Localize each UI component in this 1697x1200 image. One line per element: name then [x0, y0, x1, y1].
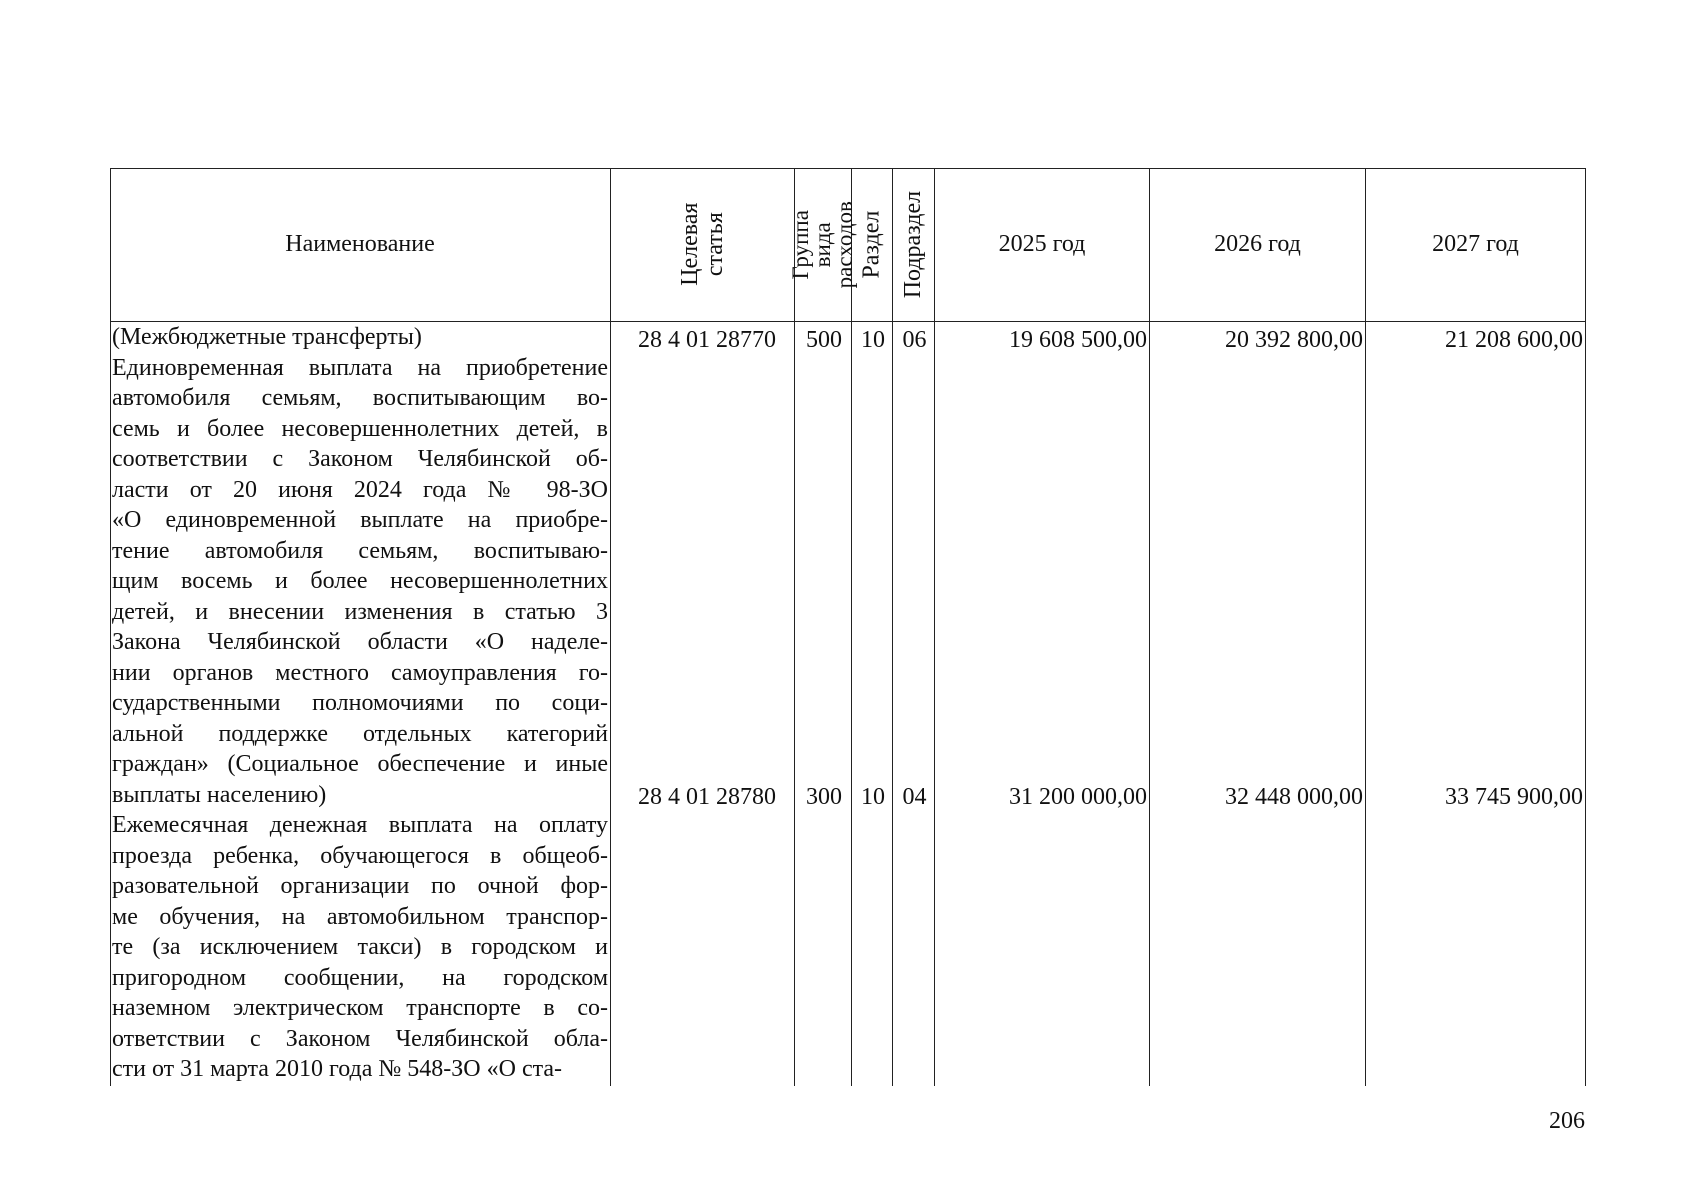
name-line: автомобиля семьям, воспитывающим во-: [112, 385, 608, 411]
name-line: сти от 31 марта 2010 года № 548-ЗО «О ста-: [112, 1056, 563, 1082]
name-line: выплаты населению): [112, 781, 327, 808]
name-line: ласти от 20 июня 2024 года № 98-ЗО: [112, 476, 608, 503]
header-year-2027-text: 2027 год: [1432, 230, 1519, 257]
header-target-article: [611, 168, 794, 321]
header-name-text: Наименование: [285, 230, 435, 257]
name-line: нии органов местного самоуправления го-: [112, 659, 608, 686]
header-expense-group: [788, 168, 857, 321]
name-line: детей, и внесении изменения в статью 3: [112, 598, 608, 625]
header-subsection: [893, 168, 934, 321]
row1-target-article: 28 4 01 28770: [638, 327, 776, 353]
row1-year-2026: 20 392 800,00: [1225, 327, 1363, 353]
header-section-text: Раздел: [858, 210, 885, 279]
row1-expense-group: 500: [806, 327, 842, 353]
header-year-2026-text: 2026 год: [1214, 230, 1301, 257]
header-year-2025-text: 2025 год: [998, 230, 1086, 257]
row1-year-2025: 19 608 500,00: [1009, 327, 1147, 353]
name-line: Закона Челябинской области «О наделе-: [112, 629, 608, 655]
name-column-text: [112, 322, 608, 1085]
row1-year-2027: 21 208 600,00: [1445, 327, 1583, 353]
header-name: [110, 168, 610, 321]
row1-section: 10: [861, 327, 885, 353]
name-line: (Межбюджетные трансферты): [112, 324, 422, 350]
name-line: наземном электрическом транспорте в со-: [112, 995, 608, 1021]
name-line: Ежемесячная денежная выплата на оплату: [112, 812, 608, 838]
name-line: граждан» (Социальное обеспечение и иные: [112, 751, 608, 777]
header-expense-group-text: Группа вида расходов: [788, 200, 857, 289]
name-line: тение автомобиля семьям, воспитываю-: [112, 537, 608, 564]
row2-expense-group: 300: [806, 784, 842, 810]
row2-year-2025: 31 200 000,00: [1009, 784, 1147, 810]
header-year-2027: [1366, 168, 1585, 321]
name-line: те (за исключением такси) в городском и: [112, 934, 608, 960]
name-line: соответствии с Законом Челябинской об-: [112, 446, 608, 472]
name-line: сударственными полномочиями по соци-: [112, 690, 608, 716]
row2-section: 10: [861, 784, 885, 810]
col-border-right: [1585, 168, 1586, 1086]
name-line: альной поддержке отдельных категорий: [112, 720, 608, 747]
name-line: щим восемь и более несовершеннолетних: [112, 568, 608, 594]
name-line: ответствии с Законом Челябинской обла-: [112, 1025, 608, 1052]
name-line: проезда ребенка, обучающегося в общеоб-: [112, 842, 608, 869]
row2-year-2027: 33 745 900,00: [1445, 784, 1583, 810]
row2-year-2026: 32 448 000,00: [1225, 784, 1363, 810]
row1-subsection: 06: [902, 327, 927, 353]
name-line: разовательной организации по очной фор-: [112, 873, 608, 899]
name-line: ме обучения, на автомобильном транспор-: [112, 903, 608, 930]
name-line: Единовременная выплата на приобретение: [112, 354, 608, 381]
row2-target-article: 28 4 01 28780: [638, 784, 776, 810]
header-section: [852, 168, 892, 321]
header-year-2026: [1150, 168, 1365, 321]
header-subsection-text: Подраздел: [899, 190, 926, 299]
header-year-2025: [935, 168, 1149, 321]
name-line: «О единовременной выплате на приобре-: [112, 507, 608, 533]
name-line: пригородном сообщении, на городском: [112, 964, 608, 991]
name-line: семь и более несовершеннолетних детей, в: [112, 415, 608, 442]
page-number: 206: [1549, 1108, 1585, 1134]
row2-subsection: 04: [902, 784, 927, 810]
header-target-article-text: Целевая статья: [676, 202, 728, 287]
